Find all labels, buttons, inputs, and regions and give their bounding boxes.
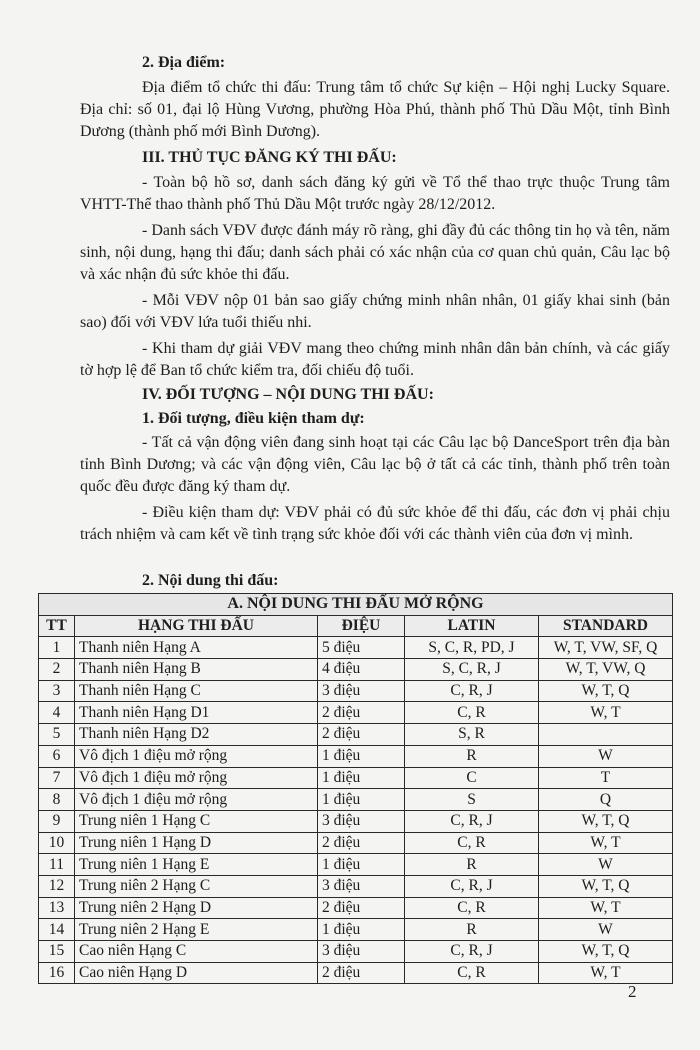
row-latin: R [405,919,539,941]
row-latin: C, R, J [405,680,539,702]
row-class: Thanh niên Hạng D2 [75,724,318,746]
row-standard: W, T, VW, SF, Q [539,637,673,659]
row-latin: C, R [405,702,539,724]
location-text: Địa điểm tổ chức thi đấu: Trung tâm tổ chức Sự kiện – Hội nghị Lucky Square. Địa chỉ: số 01, đại lộ Hùng Vương, phường Hòa Phú, thành phố Thủ Dầu Một, tỉnh Bình Dương (thành phố mới Bình Dương). [80,79,670,140]
row-number: 12 [39,875,75,897]
row-class: Cao niên Hạng D [75,962,318,984]
participants-subheading: 1. Đối tượng, điều kiện tham dự: [142,410,365,427]
competition-table [38,593,673,984]
row-number: 10 [39,832,75,854]
row-class: Trung niên 2 Hạng C [75,875,318,897]
row-class: Vô địch 1 điệu mở rộng [75,767,318,789]
row-class: Vô địch 1 điệu mở rộng [75,789,318,811]
table-row [39,854,673,876]
row-number: 4 [39,702,75,724]
row-dances: 1 điệu [318,919,405,941]
table-row [39,724,673,746]
row-dances: 4 điệu [318,659,405,681]
row-number: 6 [39,745,75,767]
row-number: 7 [39,767,75,789]
table-row [39,767,673,789]
row-class: Thanh niên Hạng B [75,659,318,681]
row-class: Trung niên 1 Hạng E [75,854,318,876]
row-class: Thanh niên Hạng D1 [75,702,318,724]
row-latin: C, R, J [405,875,539,897]
row-number: 5 [39,724,75,746]
header-standard: STANDARD [539,615,673,637]
content-heading: 2. Nội dung thi đấu: [142,572,279,589]
row-number: 1 [39,637,75,659]
row-standard: W [539,854,673,876]
row-latin: C, R [405,962,539,984]
row-number: 16 [39,962,75,984]
row-latin: R [405,854,539,876]
row-number: 11 [39,854,75,876]
row-dances: 2 điệu [318,897,405,919]
row-number: 15 [39,941,75,963]
row-standard: W [539,745,673,767]
table-row [39,919,673,941]
header-latin: LATIN [405,615,539,637]
row-class: Vô địch 1 điệu mở rộng [75,745,318,767]
row-dances: 3 điệu [318,680,405,702]
row-standard: W, T, Q [539,941,673,963]
registration-paragraph-1: - Toàn bộ hồ sơ, danh sách đăng ký gửi về Tổ thể thao trực thuộc Trung tâm VHTT-Thể thao thành phố Thủ Dầu Một trước ngày 28/12/2012. [80,174,670,213]
row-standard: Q [539,789,673,811]
row-standard: W [539,919,673,941]
table-row [39,745,673,767]
table-body [39,637,673,984]
row-standard: W, T [539,702,673,724]
row-number: 2 [39,659,75,681]
row-number: 8 [39,789,75,811]
row-dances: 2 điệu [318,702,405,724]
table-row [39,659,673,681]
row-dances: 1 điệu [318,854,405,876]
row-class: Thanh niên Hạng C [75,680,318,702]
header-dances: ĐIỆU [318,615,405,637]
row-latin: C [405,767,539,789]
registration-heading: III. THỦ TỤC ĐĂNG KÝ THI ĐẤU: [142,149,397,166]
row-class: Trung niên 1 Hạng D [75,832,318,854]
table-row [39,941,673,963]
row-dances: 2 điệu [318,832,405,854]
row-dances: 5 điệu [318,637,405,659]
participants-paragraph-2: - Điều kiện tham dự: VĐV phải có đủ sức khỏe để thi đấu, các đơn vị phải chịu trách nhiệm và cam kết về tình trạng sức khỏe đối với các thành viên của đơn vị mình. [80,504,670,543]
row-class: Trung niên 2 Hạng D [75,897,318,919]
table-row [39,875,673,897]
registration-paragraph-3: - Mỗi VĐV nộp 01 bản sao giấy chứng minh nhân nhân, 01 giấy khai sinh (bản sao) đối với VĐV lứa tuổi thiếu nhi. [80,292,670,331]
row-dances: 3 điệu [318,941,405,963]
table-row [39,702,673,724]
row-latin: R [405,745,539,767]
table-title: A. NỘI DUNG THI ĐẤU MỞ RỘNG [39,594,673,616]
header-class: HẠNG THI ĐẤU [75,615,318,637]
row-standard: W, T [539,962,673,984]
row-number: 9 [39,810,75,832]
table-row [39,897,673,919]
table-row [39,637,673,659]
table-row [39,789,673,811]
row-latin: C, R [405,897,539,919]
row-standard: W, T [539,897,673,919]
table-row [39,832,673,854]
row-dances: 3 điệu [318,875,405,897]
row-class: Thanh niên Hạng A [75,637,318,659]
row-dances: 2 điệu [318,962,405,984]
row-standard: T [539,767,673,789]
participants-heading: IV. ĐỐI TƯỢNG – NỘI DUNG THI ĐẤU: [142,386,434,403]
row-latin: C, R, J [405,941,539,963]
row-number: 13 [39,897,75,919]
header-tt: TT [39,615,75,637]
row-dances: 1 điệu [318,767,405,789]
row-class: Trung niên 2 Hạng E [75,919,318,941]
row-dances: 3 điệu [318,810,405,832]
row-latin: S [405,789,539,811]
row-standard: W, T, Q [539,680,673,702]
page-number: 2 [628,982,637,1001]
row-latin: C, R, J [405,810,539,832]
row-class: Cao niên Hạng C [75,941,318,963]
table-row [39,810,673,832]
row-number: 14 [39,919,75,941]
registration-paragraph-4: - Khi tham dự giải VĐV mang theo chứng minh nhân dân bản chính, và các giấy tờ hợp lệ để Ban tổ chức kiểm tra, đối chiếu độ tuổi. [80,340,670,379]
row-latin: S, C, R, PD, J [405,637,539,659]
row-latin: S, C, R, J [405,659,539,681]
row-number: 3 [39,680,75,702]
row-dances: 1 điệu [318,745,405,767]
row-class: Trung niên 1 Hạng C [75,810,318,832]
row-latin: S, R [405,724,539,746]
row-dances: 2 điệu [318,724,405,746]
row-standard: W, T, Q [539,810,673,832]
location-heading: 2. Địa điểm: [142,54,226,71]
participants-paragraph-1: - Tất cả vận động viên đang sinh hoạt tại các Câu lạc bộ DanceSport trên địa bàn tỉnh Bình Dương; và các vận động viên, Câu lạc bộ ở tất cả các tỉnh, thành phố trên toàn quốc đều được đăng ký tham dự. [80,434,670,495]
row-standard: W, T [539,832,673,854]
row-standard: W, T, VW, Q [539,659,673,681]
row-standard: W, T, Q [539,875,673,897]
table-row [39,962,673,984]
row-standard [539,724,673,746]
row-latin: C, R [405,832,539,854]
table-row [39,680,673,702]
row-dances: 1 điệu [318,789,405,811]
registration-paragraph-2: - Danh sách VĐV được đánh máy rõ ràng, ghi đầy đủ các thông tin họ và tên, năm sinh, nội dung, hạng thi đấu; danh sách phải có xác nhận của cơ quan chủ quản, Câu lạc bộ và xác nhận đủ sức khỏe thi đấu. [80,222,670,283]
